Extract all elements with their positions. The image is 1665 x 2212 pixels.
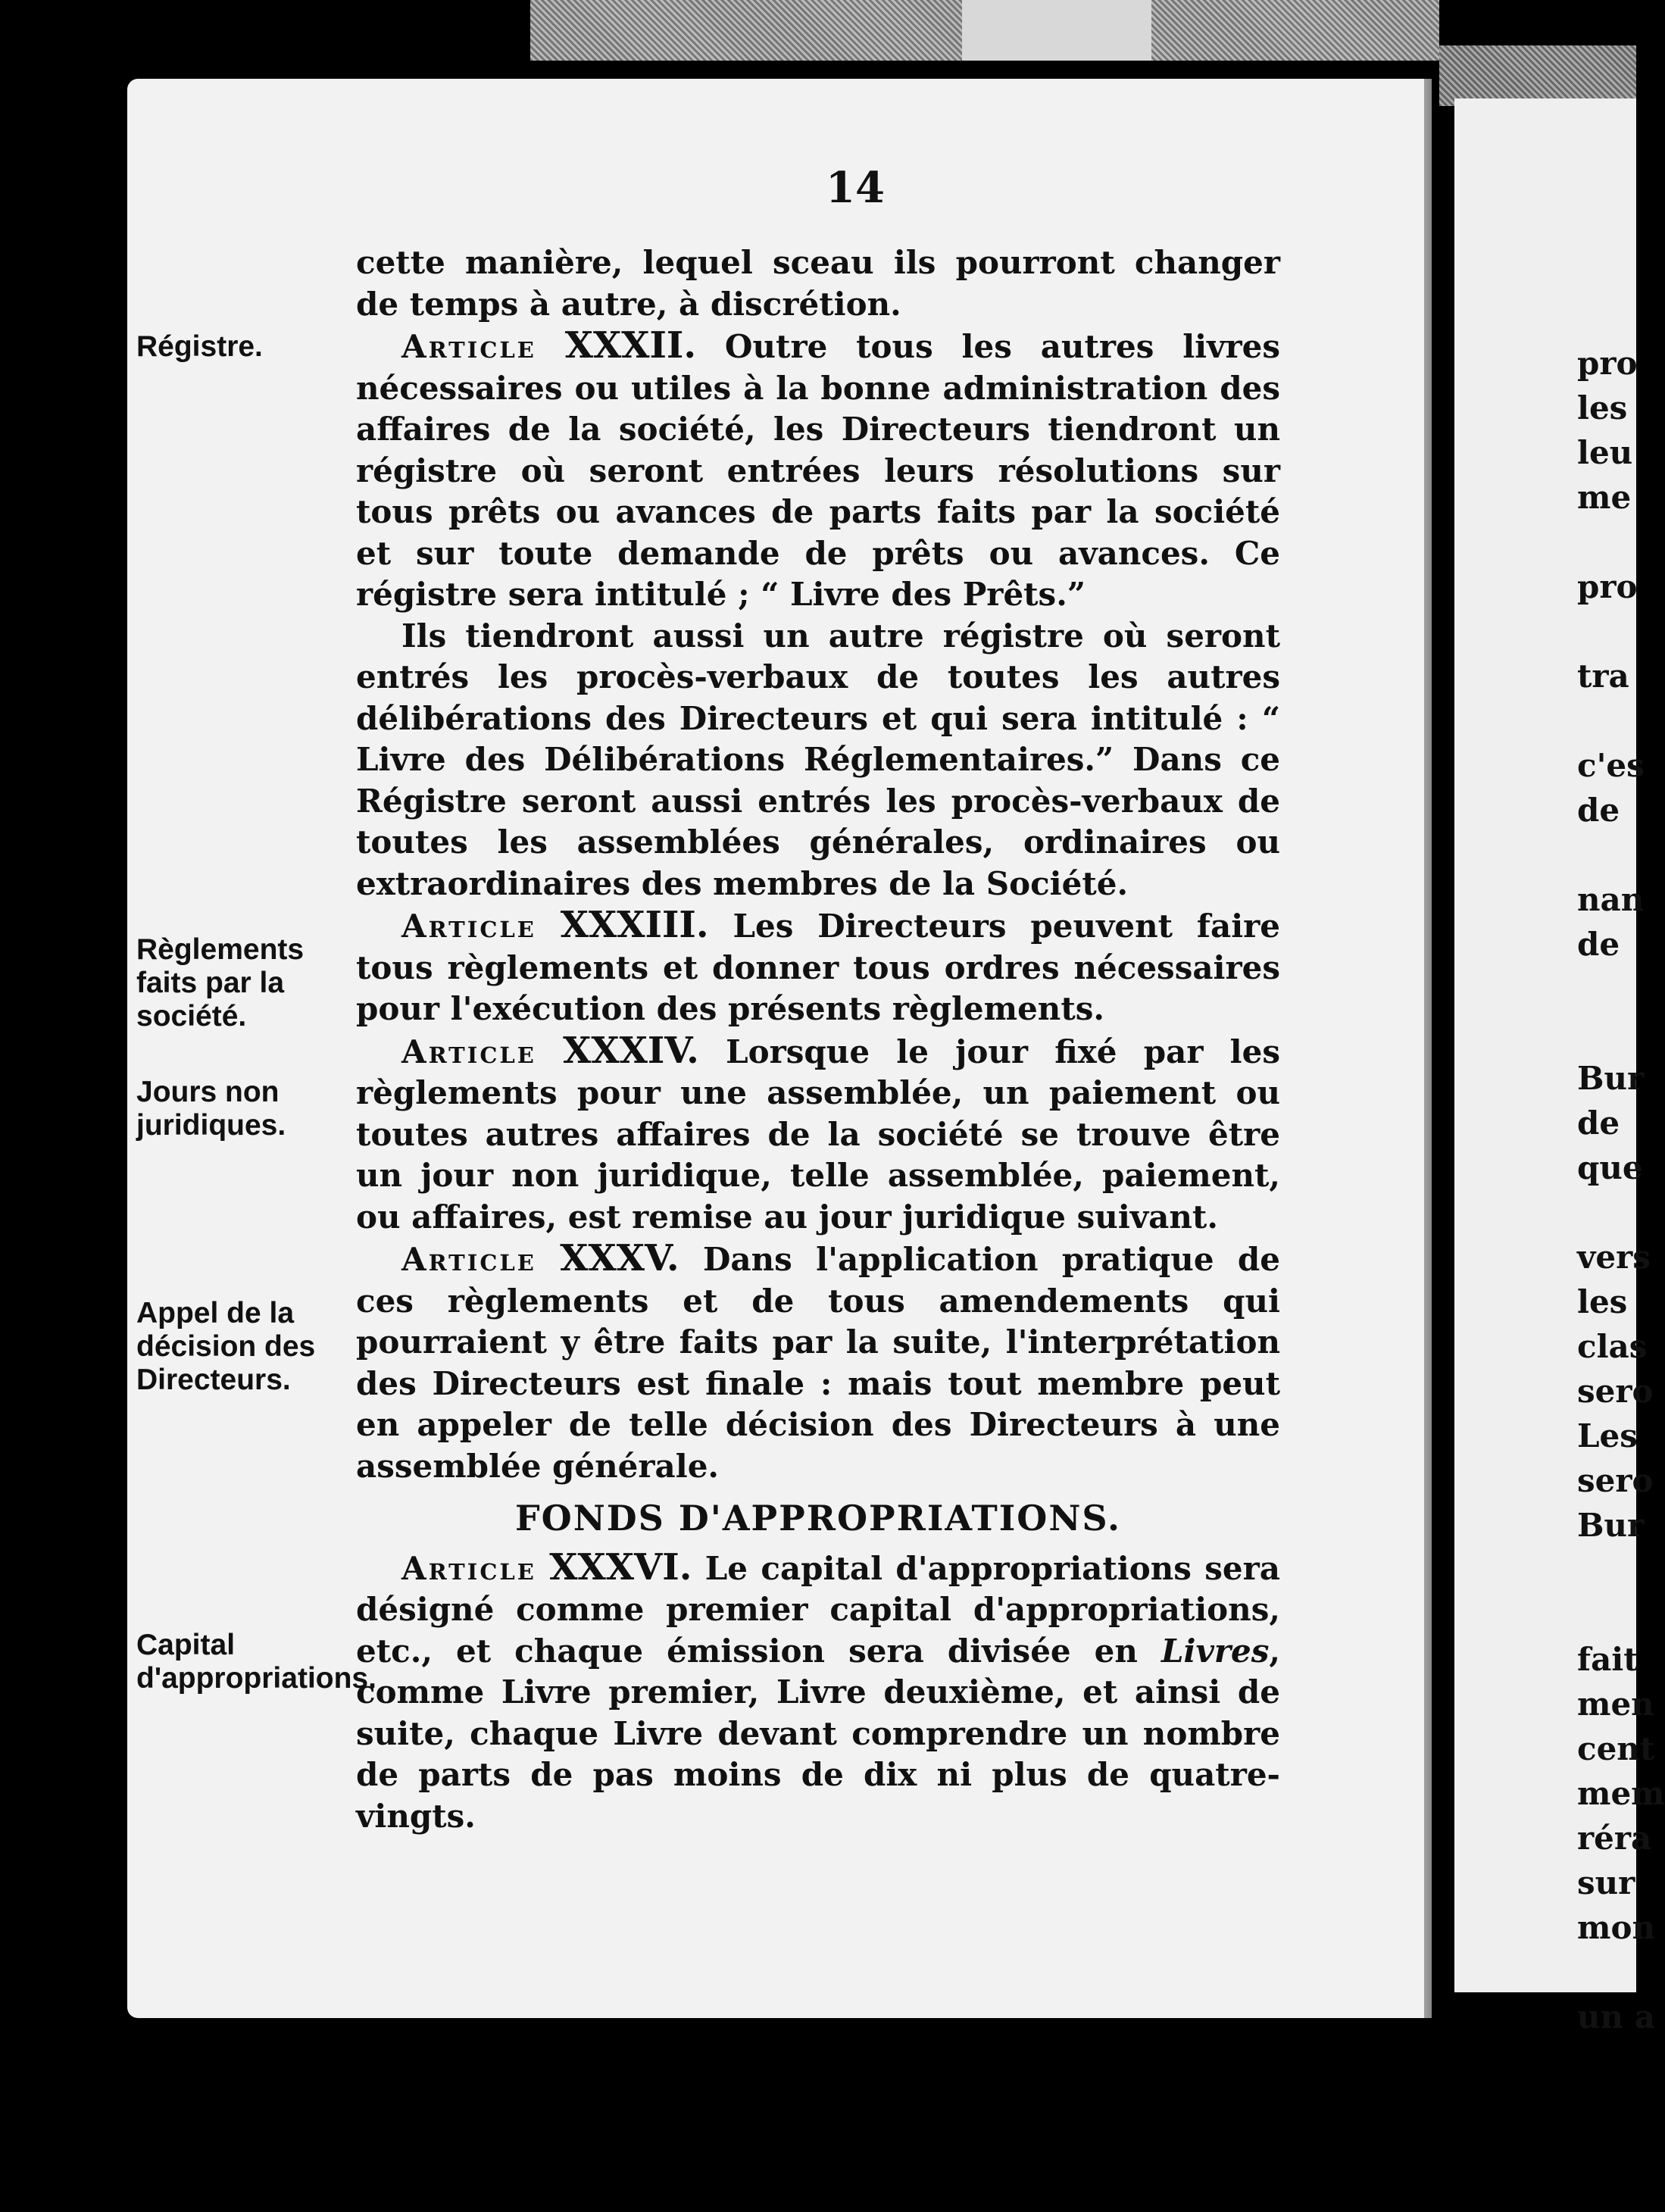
- facing-page-line: [1577, 1548, 1638, 1592]
- article-35: [356, 1238, 1280, 1487]
- article-text: , comme Livre premier, Livre deuxième, et ainsi de suite, chaque Livre devant comprendre un nombre de parts de pas moins de dix ni plus de quatre-vingts.: [356, 1632, 1280, 1835]
- facing-page-text: [1577, 341, 1665, 2039]
- article-italic-text: Livres: [1161, 1632, 1270, 1670]
- article-text: Le capital d'appropriations sera désigné comme premier capital d'appropriations, etc., et chaque émission sera divisée en: [356, 1549, 1280, 1670]
- facing-page-line: réra: [1577, 1820, 1652, 1857]
- margin-note-jours: Jours non juridiques.: [136, 1076, 286, 1142]
- article-label: Article: [401, 1241, 536, 1278]
- facing-page-line: nan: [1577, 881, 1645, 918]
- facing-page-line: les: [1577, 389, 1628, 426]
- section-heading: FONDS D'APPROPRIATIONS.: [514, 1498, 1121, 1539]
- facing-page-line: sero: [1577, 1462, 1654, 1499]
- facing-page-line: mon: [1577, 1909, 1655, 1946]
- facing-page-line: mem: [1577, 1775, 1665, 1812]
- facing-page-line: Bur: [1577, 1060, 1645, 1097]
- article-number: XXXII.: [564, 324, 697, 367]
- article-text: Dans l'application pratique de ces règlements et de tous amendements qui pourraient y être faits par la suite, l'interprétation des Directeurs est finale : mais tout membre peut en appeler de telle décision des Directeurs à une assemblée générale.: [356, 1241, 1281, 1485]
- facing-page-line: Bur: [1577, 1507, 1645, 1544]
- facing-page-line: de: [1577, 792, 1620, 829]
- facing-page-line: sero: [1577, 1373, 1654, 1410]
- facing-page-line: [1577, 698, 1638, 743]
- article-label: Article: [401, 1033, 536, 1070]
- margin-note-appel: Appel de la décision des Directeurs.: [136, 1297, 316, 1396]
- article-33: [356, 904, 1280, 1030]
- facing-page-line: sur: [1577, 1864, 1635, 1901]
- article-34: [356, 1030, 1280, 1239]
- margin-note-reglements: Règlements faits par la société.: [136, 933, 305, 1033]
- article-text: Lorsque le jour fixé par les règlements pour une assemblée, un paiement ou toutes autres affaires de la société se trouve être un jour non juridique, telle assemblée, paiement, ou affaires, est remise au jour juridique suivant.: [356, 1033, 1280, 1236]
- margin-note-registre: Régistre.: [136, 330, 263, 363]
- article-text: Les Directeurs peuvent faire tous règlements et donner tous ordres nécessaires pour l'exécution des présents règlements.: [356, 908, 1280, 1027]
- facing-page-line: cent: [1577, 1730, 1655, 1767]
- facing-page-line: un a: [1577, 1998, 1655, 2035]
- article-label: Article: [401, 1549, 536, 1587]
- article-number: XXXIII.: [560, 904, 709, 946]
- article-number: XXXVI.: [549, 1545, 692, 1589]
- facing-page-line: Les: [1577, 1417, 1638, 1454]
- facing-page-line: de: [1577, 926, 1620, 963]
- facing-page-line: [1577, 833, 1638, 877]
- article-number: XXXIV.: [563, 1029, 699, 1072]
- page-body: [356, 242, 1280, 1837]
- facing-page-line: fait: [1577, 1641, 1638, 1678]
- facing-page-line: clas: [1577, 1328, 1648, 1365]
- facing-page-line: pro: [1577, 345, 1638, 382]
- facing-page-line: [1577, 609, 1638, 654]
- facing-page-line: pro: [1577, 568, 1638, 605]
- article-number: XXXV.: [560, 1237, 679, 1279]
- facing-page-line: me: [1577, 479, 1632, 516]
- article-32: [356, 325, 1280, 616]
- facing-page-line: [1577, 520, 1638, 564]
- facing-page-line: c'es: [1577, 747, 1645, 784]
- facing-page-line: que: [1577, 1149, 1643, 1186]
- facing-page-line: de: [1577, 1104, 1620, 1142]
- article-text: Outre tous les autres livres nécessaires ou utiles à la bonne administration des affaires de la société, les Directeurs tiendront un régistre où seront entrées leurs résolutions sur tous prêts ou avances de parts faits par la société et sur toute demande de prêts ou avances. Ce régistre sera intitulé ; “ Livre des Prêts.”: [356, 328, 1281, 613]
- facing-page-line: [1577, 1190, 1638, 1235]
- page-number: 14: [826, 163, 885, 213]
- paragraph-continuation: cette manière, lequel sceau ils pourront changer de temps à autre, à discrétion.: [356, 244, 1280, 323]
- article-36: [356, 1547, 1280, 1838]
- facing-page-line: les: [1577, 1283, 1628, 1320]
- facing-page-line: tra: [1577, 658, 1629, 695]
- article-label: Article: [401, 328, 536, 365]
- facing-page-line: leu: [1577, 434, 1633, 471]
- article-32-paragraph-2: Ils tiendront aussi un autre régistre où seront entrés les procès-verbaux de toutes les autres délibérations des Directeurs et qui sera intitulé : “ Livre des Délibérations Réglementaires.” Dans ce Régistre seront aussi entrés les procès-verbaux de toutes les assemblées générales, ordinaires ou extraordinaires des membres de la Société.: [356, 617, 1280, 902]
- facing-page-line: [1577, 967, 1638, 1011]
- facing-page-line: [1577, 1592, 1638, 1637]
- facing-page-line: [1577, 1011, 1638, 1056]
- facing-page-line: men: [1577, 1686, 1654, 1723]
- facing-page-line: [1577, 1950, 1638, 1995]
- binding-cloth-right: [1439, 45, 1636, 106]
- article-label: Article: [401, 908, 536, 945]
- binding-label-top: [962, 0, 1151, 61]
- facing-page-line: vers: [1577, 1239, 1651, 1276]
- margin-note-capital: Capital d'appropriations.: [136, 1629, 376, 1695]
